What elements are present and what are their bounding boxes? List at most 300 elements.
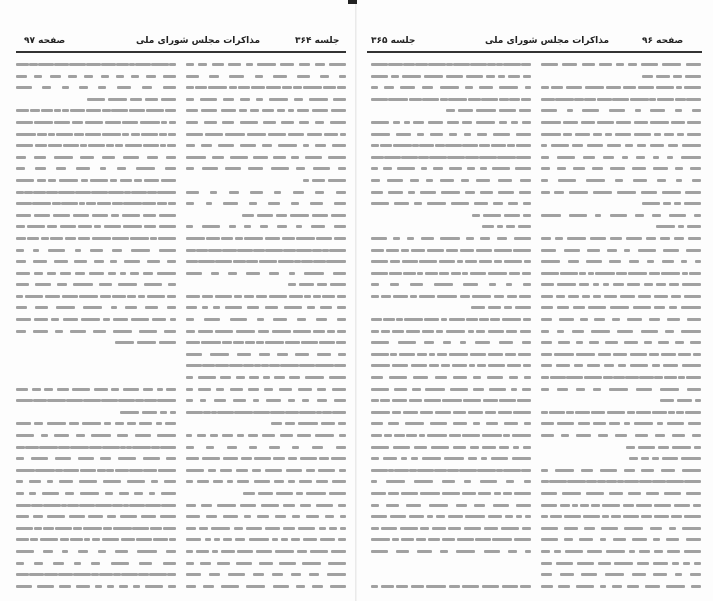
word-mark xyxy=(392,399,408,402)
word-mark xyxy=(656,86,673,89)
word-mark xyxy=(604,364,614,367)
word-mark xyxy=(95,504,112,507)
word-mark xyxy=(41,237,49,240)
word-mark xyxy=(400,527,418,530)
word-mark xyxy=(157,388,163,391)
word-mark xyxy=(644,341,652,344)
text-line xyxy=(186,95,346,102)
word-mark xyxy=(440,179,454,182)
word-mark xyxy=(479,86,492,89)
word-mark xyxy=(682,283,701,286)
word-mark xyxy=(138,573,149,576)
word-mark xyxy=(333,98,346,101)
text-line xyxy=(186,315,346,322)
word-mark xyxy=(251,86,265,89)
text-line xyxy=(186,141,346,148)
word-mark xyxy=(450,388,468,391)
word-mark xyxy=(274,191,281,194)
word-mark xyxy=(460,295,470,298)
word-mark xyxy=(427,515,434,518)
text-line xyxy=(16,292,176,299)
word-mark xyxy=(684,480,701,483)
word-mark xyxy=(551,144,569,147)
text-line xyxy=(16,489,176,496)
word-mark xyxy=(627,411,636,414)
word-mark xyxy=(73,283,93,286)
word-mark xyxy=(147,156,158,159)
text-line xyxy=(186,512,346,519)
word-mark xyxy=(282,86,292,89)
word-mark xyxy=(34,272,43,275)
word-mark xyxy=(687,225,701,228)
word-mark xyxy=(424,75,443,78)
word-mark xyxy=(591,411,606,414)
text-line xyxy=(541,408,701,415)
word-mark xyxy=(654,515,669,518)
word-mark xyxy=(294,98,303,101)
word-mark xyxy=(566,376,583,379)
word-mark xyxy=(581,121,596,124)
text-line xyxy=(16,199,176,206)
text-line xyxy=(371,315,531,322)
word-mark xyxy=(103,527,112,530)
word-mark xyxy=(329,492,346,495)
word-mark xyxy=(223,202,238,205)
word-mark xyxy=(565,550,583,553)
word-mark xyxy=(541,237,551,240)
word-mark xyxy=(33,399,47,402)
word-mark xyxy=(613,283,624,286)
word-mark xyxy=(664,376,678,379)
word-mark xyxy=(41,109,54,112)
word-mark xyxy=(674,202,681,205)
text-column-left xyxy=(16,60,176,591)
text-line xyxy=(541,431,701,438)
word-mark xyxy=(442,492,460,495)
word-mark xyxy=(593,422,605,425)
word-mark xyxy=(632,573,646,576)
word-mark xyxy=(664,133,674,136)
word-mark xyxy=(249,376,258,379)
word-mark xyxy=(384,156,401,159)
word-mark xyxy=(88,144,104,147)
word-mark xyxy=(266,86,281,89)
text-line xyxy=(16,72,176,79)
word-mark xyxy=(656,75,670,78)
word-mark xyxy=(417,133,424,136)
word-mark xyxy=(143,388,154,391)
word-mark xyxy=(221,585,239,588)
header-rule xyxy=(16,51,346,53)
word-mark xyxy=(149,492,155,495)
word-mark xyxy=(453,411,466,414)
word-mark xyxy=(233,399,245,402)
word-mark xyxy=(263,376,270,379)
word-mark xyxy=(521,63,531,66)
word-mark xyxy=(402,75,421,78)
word-mark xyxy=(592,167,602,170)
word-mark xyxy=(414,480,433,483)
word-mark xyxy=(254,480,270,483)
word-mark xyxy=(421,167,428,170)
word-mark xyxy=(602,515,609,518)
word-mark xyxy=(410,295,417,298)
word-mark xyxy=(460,341,466,344)
word-mark xyxy=(512,457,531,460)
word-mark xyxy=(504,260,523,263)
word-mark xyxy=(273,75,287,78)
word-mark xyxy=(437,295,457,298)
text-line xyxy=(541,385,701,392)
word-mark xyxy=(626,446,635,449)
text-line xyxy=(371,188,531,195)
word-mark xyxy=(52,202,61,205)
word-mark xyxy=(81,318,100,321)
text-line xyxy=(186,373,346,380)
word-mark xyxy=(16,133,36,136)
word-mark xyxy=(440,98,448,101)
word-mark xyxy=(169,121,176,124)
word-mark xyxy=(89,446,103,449)
word-mark xyxy=(489,283,496,286)
word-mark xyxy=(300,504,311,507)
word-mark xyxy=(94,225,101,228)
text-line xyxy=(16,118,176,125)
word-mark xyxy=(541,330,549,333)
word-mark xyxy=(276,214,287,217)
word-mark xyxy=(436,330,443,333)
word-mark xyxy=(383,318,394,321)
word-mark xyxy=(406,330,420,333)
word-mark xyxy=(104,225,121,228)
text-line xyxy=(16,361,176,368)
text-line xyxy=(541,130,701,137)
word-mark xyxy=(435,144,445,147)
word-mark xyxy=(406,504,421,507)
text-line xyxy=(541,222,701,229)
word-mark xyxy=(246,63,253,66)
word-mark xyxy=(129,109,145,112)
word-mark xyxy=(63,318,78,321)
word-mark xyxy=(235,538,245,541)
word-mark xyxy=(131,133,140,136)
word-mark xyxy=(206,202,212,205)
word-mark xyxy=(675,98,686,101)
text-line xyxy=(16,176,176,183)
word-mark xyxy=(662,260,674,263)
word-mark xyxy=(47,480,53,483)
word-mark xyxy=(509,272,521,275)
word-mark xyxy=(422,86,433,89)
word-mark xyxy=(525,550,531,553)
text-line xyxy=(186,211,346,218)
word-mark xyxy=(257,214,273,217)
word-mark xyxy=(269,295,288,298)
word-mark xyxy=(94,260,104,263)
text-line xyxy=(16,466,176,473)
word-mark xyxy=(639,376,653,379)
word-mark xyxy=(111,562,129,565)
word-mark xyxy=(121,538,135,541)
word-mark xyxy=(635,434,648,437)
word-mark xyxy=(609,260,621,263)
word-mark xyxy=(582,109,599,112)
text-line xyxy=(186,176,346,183)
text-line xyxy=(371,222,531,229)
word-mark xyxy=(477,469,496,472)
word-mark xyxy=(233,260,246,263)
word-mark xyxy=(338,422,346,425)
word-mark xyxy=(297,434,310,437)
word-mark xyxy=(477,364,486,367)
word-mark xyxy=(120,411,139,414)
word-mark xyxy=(513,411,531,414)
word-mark xyxy=(388,191,403,194)
word-mark xyxy=(447,156,465,159)
text-line xyxy=(541,570,701,577)
word-mark xyxy=(47,422,67,425)
word-mark xyxy=(689,272,701,275)
word-mark xyxy=(256,550,272,553)
word-mark xyxy=(618,364,626,367)
word-mark xyxy=(339,469,346,472)
word-mark xyxy=(468,330,474,333)
word-mark xyxy=(105,492,113,495)
text-line xyxy=(541,547,701,554)
text-line xyxy=(541,524,701,531)
word-mark xyxy=(117,434,128,437)
word-mark xyxy=(74,260,87,263)
word-mark xyxy=(384,434,392,437)
text-line xyxy=(541,338,701,345)
word-mark xyxy=(371,330,379,333)
word-mark xyxy=(419,260,437,263)
word-mark xyxy=(137,550,157,553)
word-mark xyxy=(116,63,129,66)
word-mark xyxy=(506,330,518,333)
word-mark xyxy=(407,237,415,240)
text-line xyxy=(371,95,531,102)
word-mark xyxy=(630,364,648,367)
word-mark xyxy=(420,527,429,530)
word-mark xyxy=(692,434,701,437)
word-mark xyxy=(508,550,517,553)
text-line xyxy=(371,419,531,426)
text-line xyxy=(186,547,346,554)
word-mark xyxy=(484,550,500,553)
word-mark xyxy=(229,364,243,367)
word-mark xyxy=(100,457,111,460)
word-mark xyxy=(169,63,176,66)
word-mark xyxy=(186,515,200,518)
word-mark xyxy=(108,272,116,275)
word-mark xyxy=(318,469,334,472)
text-line xyxy=(541,419,701,426)
word-mark xyxy=(221,550,235,553)
text-line xyxy=(186,419,346,426)
word-mark xyxy=(623,504,634,507)
word-mark xyxy=(16,422,31,425)
word-mark xyxy=(73,214,89,217)
word-mark xyxy=(322,249,328,252)
word-mark xyxy=(131,191,147,194)
word-mark xyxy=(392,364,408,367)
word-mark xyxy=(427,249,445,252)
word-mark xyxy=(327,330,334,333)
word-mark xyxy=(330,121,346,124)
word-mark xyxy=(616,272,627,275)
word-mark xyxy=(662,63,681,66)
word-mark xyxy=(337,330,346,333)
word-mark xyxy=(297,109,309,112)
word-mark xyxy=(575,411,590,414)
text-line xyxy=(541,176,701,183)
text-line xyxy=(186,153,346,160)
word-mark xyxy=(329,527,337,530)
word-mark xyxy=(339,434,346,437)
word-mark xyxy=(514,237,531,240)
word-mark xyxy=(446,63,453,66)
word-mark xyxy=(212,550,218,553)
word-mark xyxy=(420,191,435,194)
word-mark xyxy=(223,515,238,518)
word-mark xyxy=(208,249,222,252)
word-mark xyxy=(47,272,56,275)
word-mark xyxy=(541,318,552,321)
word-mark xyxy=(117,86,131,89)
word-mark xyxy=(54,156,73,159)
word-mark xyxy=(394,434,405,437)
word-mark xyxy=(145,504,162,507)
word-mark xyxy=(142,202,156,205)
word-mark xyxy=(593,388,601,391)
word-mark xyxy=(564,249,580,252)
text-line xyxy=(371,443,531,450)
text-line xyxy=(371,582,531,589)
word-mark xyxy=(305,376,325,379)
word-mark xyxy=(383,457,396,460)
word-mark xyxy=(29,480,41,483)
word-mark xyxy=(641,330,658,333)
word-mark xyxy=(197,434,206,437)
word-mark xyxy=(336,341,346,344)
word-mark xyxy=(584,527,595,530)
word-mark xyxy=(92,538,100,541)
word-mark xyxy=(615,133,631,136)
word-mark xyxy=(507,144,516,147)
word-mark xyxy=(54,109,61,112)
word-mark xyxy=(371,237,387,240)
word-mark xyxy=(277,353,288,356)
word-mark xyxy=(123,156,140,159)
word-mark xyxy=(250,191,263,194)
word-mark xyxy=(610,214,628,217)
word-mark xyxy=(371,272,387,275)
word-mark xyxy=(632,167,647,170)
word-mark xyxy=(131,75,139,78)
word-mark xyxy=(459,469,478,472)
word-mark xyxy=(522,527,531,530)
text-line xyxy=(16,338,176,345)
word-mark xyxy=(497,225,503,228)
word-mark xyxy=(625,144,633,147)
word-mark xyxy=(551,86,564,89)
text-line xyxy=(541,234,701,241)
word-mark xyxy=(522,121,531,124)
word-mark xyxy=(272,330,291,333)
word-mark xyxy=(442,538,455,541)
word-mark xyxy=(40,538,59,541)
word-mark xyxy=(610,167,625,170)
word-mark xyxy=(80,144,87,147)
word-mark xyxy=(541,214,561,217)
word-mark xyxy=(467,167,475,170)
word-mark xyxy=(481,457,487,460)
text-line xyxy=(371,83,531,90)
word-mark xyxy=(150,237,157,240)
word-mark xyxy=(447,121,458,124)
text-line xyxy=(371,303,531,310)
word-mark xyxy=(653,538,660,541)
word-mark xyxy=(325,515,334,518)
word-mark xyxy=(675,109,683,112)
word-mark xyxy=(161,179,176,182)
word-mark xyxy=(280,63,294,66)
word-mark xyxy=(652,457,659,460)
word-mark xyxy=(283,504,295,507)
word-mark xyxy=(72,388,90,391)
word-mark xyxy=(371,202,389,205)
word-mark xyxy=(331,214,346,217)
word-mark xyxy=(145,98,158,101)
word-mark xyxy=(264,388,273,391)
word-mark xyxy=(695,260,701,263)
word-mark xyxy=(448,515,463,518)
word-mark xyxy=(617,191,637,194)
word-mark xyxy=(684,515,701,518)
word-mark xyxy=(186,399,193,402)
word-mark xyxy=(498,75,505,78)
text-line xyxy=(186,408,346,415)
text-line xyxy=(541,83,701,90)
word-mark xyxy=(110,179,117,182)
word-mark xyxy=(694,446,701,449)
word-mark xyxy=(507,364,521,367)
word-mark xyxy=(337,318,346,321)
word-mark xyxy=(263,121,275,124)
word-mark xyxy=(317,399,327,402)
word-mark xyxy=(479,318,489,321)
word-mark xyxy=(55,527,72,530)
word-mark xyxy=(222,121,234,124)
word-mark xyxy=(443,341,451,344)
word-mark xyxy=(143,214,156,217)
word-mark xyxy=(58,191,75,194)
word-mark xyxy=(300,457,317,460)
word-mark xyxy=(447,469,459,472)
word-mark xyxy=(160,411,167,414)
word-mark xyxy=(557,422,574,425)
text-line xyxy=(371,106,531,113)
word-mark xyxy=(101,75,109,78)
word-mark xyxy=(127,295,136,298)
word-mark xyxy=(429,353,435,356)
word-mark xyxy=(253,411,270,414)
word-mark xyxy=(166,388,176,391)
word-mark xyxy=(442,399,462,402)
word-mark xyxy=(435,376,448,379)
word-mark xyxy=(309,573,319,576)
